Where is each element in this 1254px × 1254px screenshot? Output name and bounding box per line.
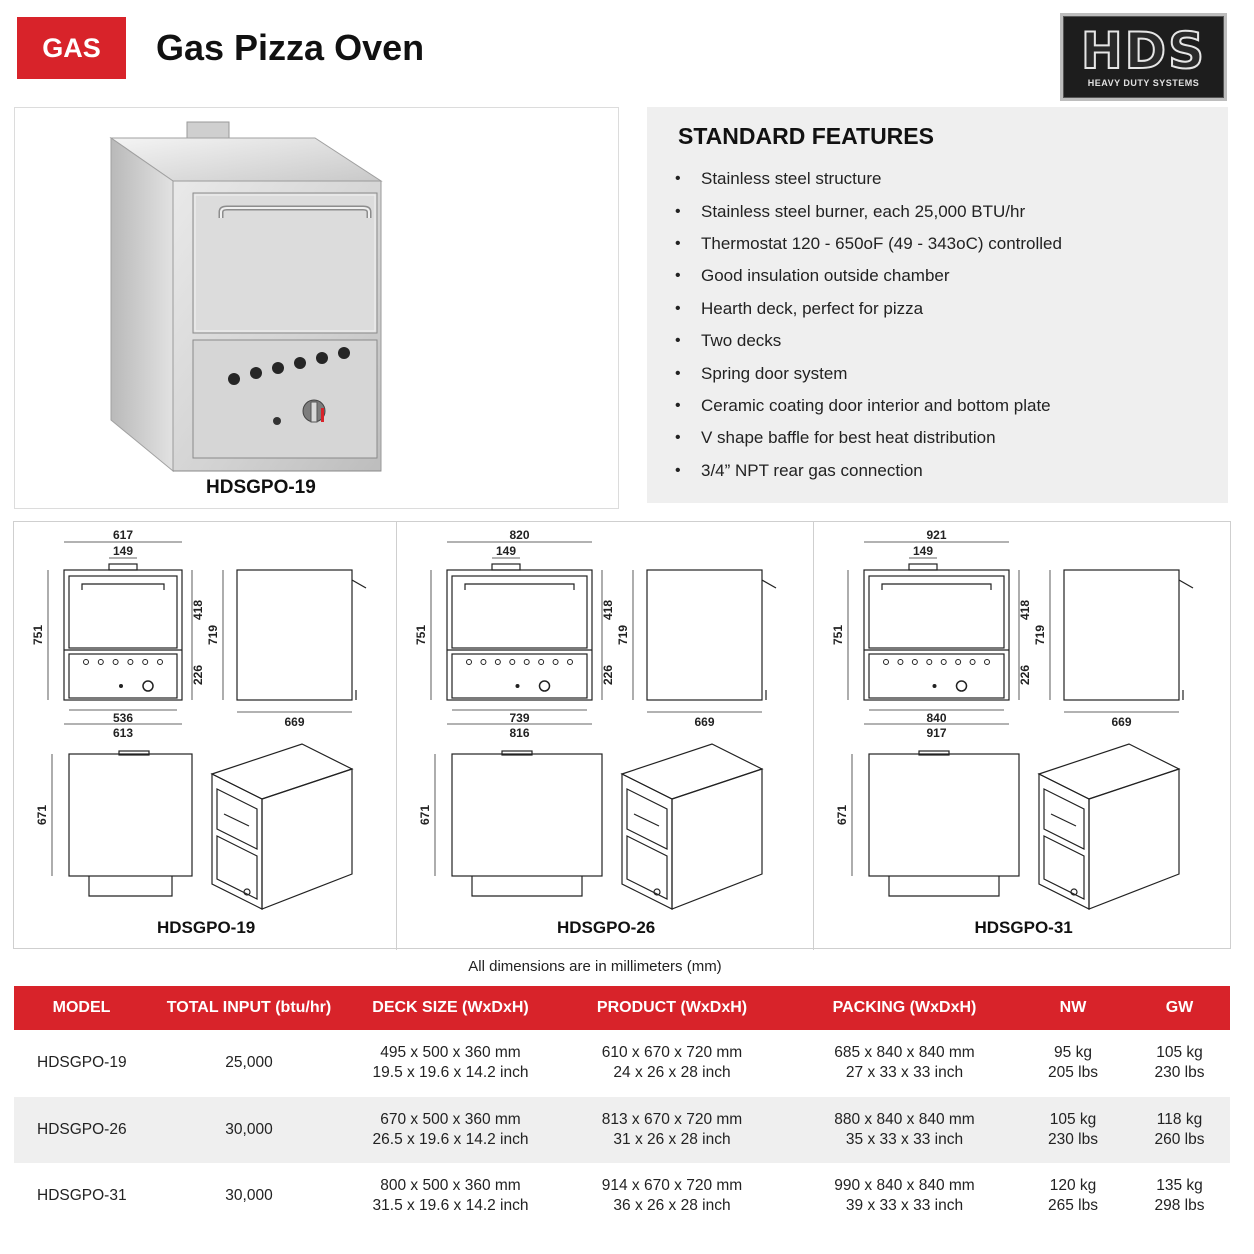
table-row bbox=[14, 1097, 1230, 1164]
burner-hole bbox=[158, 660, 163, 665]
burner-hole bbox=[985, 660, 990, 665]
column-header: NW bbox=[1017, 986, 1129, 1030]
cell-product: 813 x 670 x 720 mm 31 x 26 x 28 inch bbox=[552, 1097, 792, 1164]
feature-item: • Stainless steel structure bbox=[675, 169, 882, 189]
column-header: MODEL bbox=[14, 986, 149, 1030]
burner-hole bbox=[927, 660, 932, 665]
front-view bbox=[64, 564, 182, 700]
cell-packing: 685 x 840 x 840 mm 27 x 33 x 33 inch bbox=[834, 1044, 975, 1082]
side-view bbox=[237, 570, 366, 700]
burner-hole bbox=[467, 660, 472, 665]
cell-packing: 880 x 840 x 840 mm 35 x 33 x 33 inch bbox=[792, 1097, 1017, 1164]
dimension-label: 671 bbox=[418, 804, 432, 826]
dimension-label: 536 bbox=[112, 711, 134, 725]
feature-item: • Ceramic coating door interior and bottom plate bbox=[675, 395, 1051, 415]
features-heading: STANDARD FEATURES bbox=[678, 123, 934, 149]
burner-hole bbox=[884, 660, 889, 665]
column-header: TOTAL INPUT (btu/hr) bbox=[149, 986, 349, 1030]
top-view bbox=[69, 751, 192, 896]
dimension-label: 840 bbox=[926, 711, 947, 725]
dimension-label: 739 bbox=[509, 711, 530, 725]
column-header: DECK SIZE (WxDxH) bbox=[349, 986, 552, 1030]
cell-nw: 105 kg 230 lbs bbox=[1017, 1097, 1129, 1164]
burner-hole bbox=[956, 660, 961, 665]
cell-product: 914 x 670 x 720 mm 36 x 26 x 28 inch bbox=[601, 1177, 743, 1215]
dimension-label: 719 bbox=[1033, 624, 1047, 646]
drawing-set bbox=[397, 522, 813, 950]
cell-product: 610 x 670 x 720 mm 24 x 26 x 28 inch bbox=[601, 1044, 743, 1082]
dimension-label: 669 bbox=[284, 715, 305, 729]
cell-nw: 120 kg 265 lbs bbox=[1048, 1177, 1098, 1215]
dimension-label: 418 bbox=[601, 599, 615, 621]
cell-packing: 990 x 840 x 840 mm 39 x 33 x 33 inch bbox=[834, 1177, 975, 1215]
burner-hole bbox=[113, 660, 118, 665]
burner-hole bbox=[128, 660, 133, 665]
burner-hole bbox=[568, 660, 573, 665]
logo-subtitle: HEAVY DUTY SYSTEMS bbox=[1087, 78, 1200, 88]
dimension-label: 751 bbox=[31, 624, 45, 646]
dimension-label: 149 bbox=[912, 544, 934, 558]
feature-item: • Thermostat 120 - 650oF (49 - 343oC) controlled bbox=[675, 233, 1062, 253]
dimension-label: 613 bbox=[112, 726, 134, 740]
dimension-label: 226 bbox=[191, 664, 205, 686]
dimension-label: 671 bbox=[835, 804, 849, 826]
dimension-label: 669 bbox=[694, 715, 715, 729]
feature-item: • Two decks bbox=[675, 331, 782, 351]
logo-mark: HDS bbox=[1080, 22, 1207, 80]
burner-hole bbox=[143, 660, 148, 665]
technical-drawings-panel bbox=[13, 521, 1231, 949]
features-list bbox=[675, 163, 1062, 487]
dimension-label: 149 bbox=[112, 544, 134, 558]
brand-logo bbox=[1060, 13, 1227, 101]
control-knob bbox=[143, 681, 153, 691]
column-header: GW bbox=[1129, 986, 1230, 1030]
dimension-label: 751 bbox=[831, 624, 845, 646]
category-badge: GAS bbox=[17, 17, 126, 79]
spec-table bbox=[14, 986, 1230, 1230]
table-row bbox=[14, 1163, 1230, 1230]
drawing-model-label: HDSGPO-31 bbox=[974, 918, 1073, 937]
top-view bbox=[869, 751, 1019, 896]
dimension-label: 820 bbox=[509, 528, 530, 542]
cell-gw: 105 kg 230 lbs bbox=[1154, 1044, 1205, 1082]
side-view bbox=[647, 570, 776, 700]
cell-input: 30,000 bbox=[225, 1187, 273, 1205]
burner-hole bbox=[553, 660, 558, 665]
iso-view bbox=[622, 744, 762, 909]
cell-input: 25,000 bbox=[225, 1054, 273, 1072]
front-view bbox=[864, 564, 1009, 700]
drawing-set bbox=[14, 522, 396, 950]
iso-view bbox=[212, 744, 352, 909]
cell-gw: 118 kg 260 lbs bbox=[1129, 1097, 1230, 1164]
burner-hole bbox=[912, 660, 917, 665]
dimension-label: 816 bbox=[509, 726, 530, 740]
burner-hole bbox=[510, 660, 515, 665]
cell-model: HDSGPO-31 bbox=[37, 1187, 127, 1205]
dimension-label: 149 bbox=[495, 544, 517, 558]
dimension-label: 751 bbox=[414, 624, 428, 646]
control-knob bbox=[957, 681, 967, 691]
feature-item: • V shape baffle for best heat distribution bbox=[675, 428, 996, 448]
cell-model: HDSGPO-26 bbox=[14, 1097, 149, 1164]
dimension-label: 226 bbox=[601, 664, 615, 686]
dimension-label: 669 bbox=[1111, 715, 1132, 729]
burner-hole bbox=[84, 660, 89, 665]
dimensions-note: All dimensions are in millimeters (mm) bbox=[468, 958, 722, 975]
standard-features-panel bbox=[647, 107, 1228, 503]
cell-model: HDSGPO-19 bbox=[37, 1054, 127, 1072]
burner-hole bbox=[98, 660, 103, 665]
front-view bbox=[447, 564, 592, 700]
feature-item: • Good insulation outside chamber bbox=[675, 266, 950, 286]
column-header: PRODUCT (WxDxH) bbox=[552, 986, 792, 1030]
oven-photo bbox=[15, 108, 620, 510]
drawing-set bbox=[814, 522, 1231, 950]
feature-item: • Hearth deck, perfect for pizza bbox=[675, 298, 924, 318]
drawing-model-label: HDSGPO-26 bbox=[557, 918, 656, 937]
dimension-label: 917 bbox=[926, 726, 947, 740]
page-title: Gas Pizza Oven bbox=[156, 27, 425, 68]
control-knob bbox=[540, 681, 550, 691]
table-header-row bbox=[14, 986, 1230, 1030]
dimension-label: 418 bbox=[191, 599, 205, 621]
burner-hole bbox=[970, 660, 975, 665]
dimension-label: 226 bbox=[1018, 664, 1032, 686]
dimension-label: 617 bbox=[112, 528, 134, 542]
dimension-label: 719 bbox=[616, 624, 630, 646]
dimension-label: 418 bbox=[1018, 599, 1032, 621]
column-header: PACKING (WxDxH) bbox=[792, 986, 1017, 1030]
burner-hole bbox=[495, 660, 500, 665]
photo-model-label: HDSGPO-19 bbox=[206, 477, 316, 498]
iso-view bbox=[1039, 744, 1179, 909]
dimension-label: 719 bbox=[206, 624, 220, 646]
drawing-model-label: HDSGPO-19 bbox=[157, 918, 256, 937]
cell-input: 30,000 bbox=[149, 1097, 349, 1164]
feature-item: • 3/4” NPT rear gas connection bbox=[675, 460, 923, 480]
cell-deck: 800 x 500 x 360 mm 31.5 x 19.6 x 14.2 inch bbox=[372, 1177, 529, 1215]
feature-item: • Stainless steel burner, each 25,000 BTU/hr bbox=[675, 201, 1026, 221]
cell-nw: 95 kg 205 lbs bbox=[1048, 1044, 1098, 1082]
burner-hole bbox=[898, 660, 903, 665]
top-view bbox=[452, 751, 602, 896]
burner-hole bbox=[524, 660, 529, 665]
cell-gw: 135 kg 298 lbs bbox=[1154, 1177, 1205, 1215]
dimension-label: 921 bbox=[926, 528, 947, 542]
burner-hole bbox=[539, 660, 544, 665]
feature-item: • Spring door system bbox=[675, 363, 848, 383]
burner-hole bbox=[941, 660, 946, 665]
table-row bbox=[14, 1030, 1230, 1097]
cell-deck: 670 x 500 x 360 mm 26.5 x 19.6 x 14.2 inch bbox=[349, 1097, 552, 1164]
product-photo-panel bbox=[14, 107, 619, 509]
dimension-label: 671 bbox=[35, 804, 49, 826]
burner-hole bbox=[481, 660, 486, 665]
side-view bbox=[1064, 570, 1193, 700]
cell-deck: 495 x 500 x 360 mm 19.5 x 19.6 x 14.2 inch bbox=[372, 1044, 529, 1082]
